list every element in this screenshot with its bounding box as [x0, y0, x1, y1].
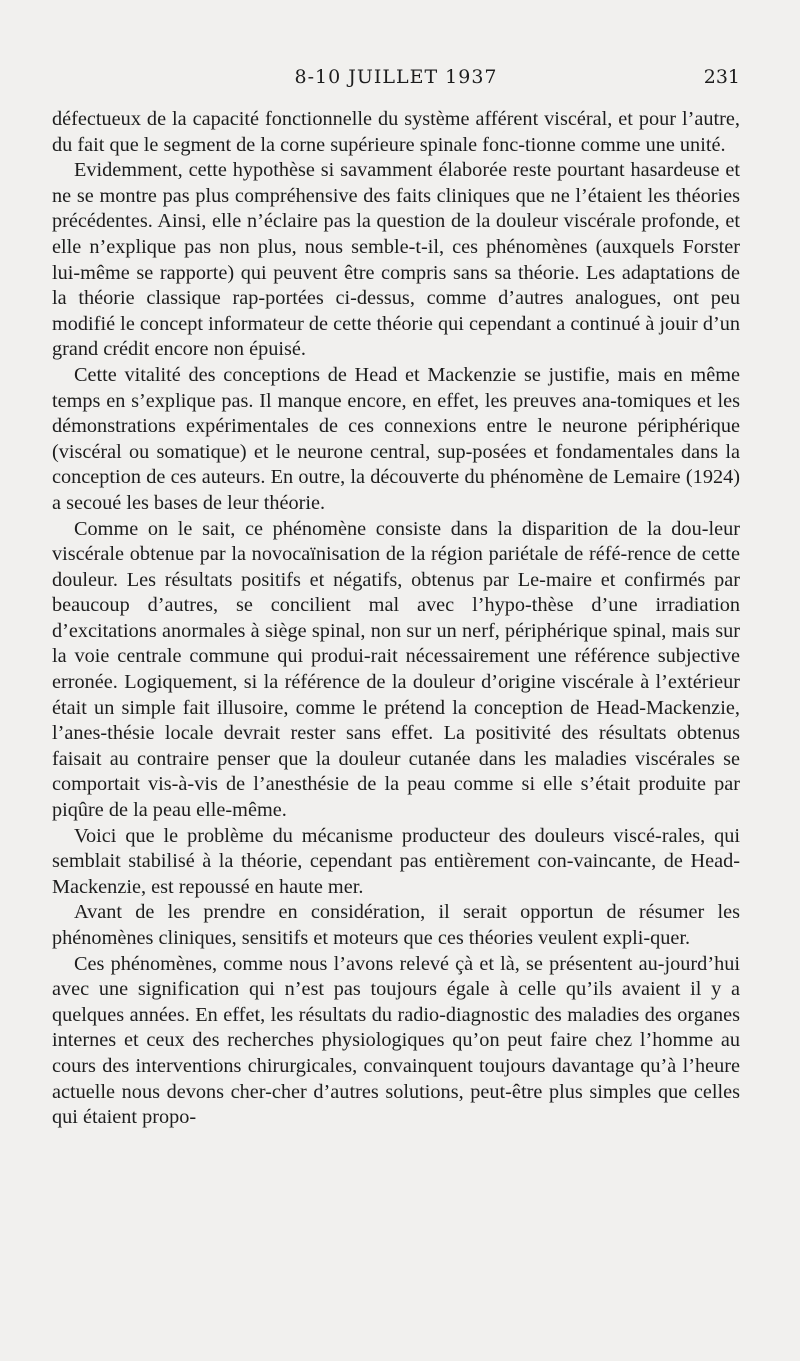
paragraph-2: Evidemment, cette hypothèse si savamment élaborée reste pourtant hasardeuse et ne se montre pas plus compréhensive des faits cliniques que ne l’étaient les théories précédentes. Ainsi, elle n’éclaire pas la question de la douleur viscérale profonde, et elle n’explique pas non plus, nous semble-t-il, ces phénomènes (auxquels Forster lui-même se rapporte) qui peuvent être compris sans sa théorie. Les adaptations de la théorie classique rap-portées ci-dessus, comme d’autres analogues, ont peu modifié le concept informateur de cette théorie qui cependant a continué à jouir d’un grand crédit encore non épuisé. [52, 159, 740, 361]
paragraph-5: Voici que le problème du mécanisme producteur des douleurs viscé-rales, qui semblait stabilisé à la théorie, cependant pas entièrement con-vaincante, de Head-Mackenzie, est repoussé en haute mer. [52, 824, 740, 898]
paragraph-7: Ces phénomènes, comme nous l’avons relevé çà et là, se présentent au-jourd’hui avec une signification qui n’est pas toujours égale à celle qu’ils avaient il y a quelques années. En effet, les résultats du radio-diagnostic des maladies des organes internes et ceux des recherches physiologiques qu’on peut faire chez l’homme au cours des interventions chirurgicales, convainquent toujours davantage qu’à l’heure actuelle nous devons cher-cher d’autres solutions, peut-être plus simples que celles qui étaient propo- [52, 952, 740, 1129]
paragraph-4: Comme on le sait, ce phénomène consiste dans la disparition de la dou-leur viscérale obtenue par la novocaïnisation de la région pariétale de réfé-rence de cette douleur. Les résultats positifs et négatifs, obtenus par Le-maire et confirmés par beaucoup d’autres, se concilient mal avec l’hypo-thèse d’une irradiation d’excitations anormales à siège spinal, non sur un nerf, périphérique spinal, mais sur la voie centrale commune qui produi-rait nécessairement une référence subjective erronée. Logiquement, si la référence de la douleur d’origine viscérale à l’extérieur était un simple fait illusoire, comme le prétend la conception de Head-Mackenzie, l’anes-thésie locale devrait rester sans effet. La positivité des résultats obtenus faisait au contraire penser que la douleur cutanée dans les maladies viscérales se comportait vis-à-vis de l’anesthésie de la peau comme si elle s’était produite par piqûre de la peau elle-même. [52, 517, 740, 822]
paragraph-6: Avant de les prendre en considération, il serait opportun de résumer les phénomènes cliniques, sensitifs et moteurs que ces théories veulent expli-quer. [52, 901, 740, 949]
body-text [52, 107, 740, 1131]
paragraph-1: défectueux de la capacité fonctionnelle du système afférent viscéral, et pour l’autre, du fait que le segment de la corne supérieure spinale fonc-tionne comme une unité. [52, 108, 740, 156]
paragraph-3: Cette vitalité des conceptions de Head et Mackenzie se justifie, mais en même temps en s’explique pas. Il manque encore, en effet, les preuves ana-tomiques et les démonstrations expérimentales de ces connexions entre le neurone périphérique (viscéral ou somatique) et le neurone central, sup-posées et fondamentales dans la conception de ces auteurs. En outre, la découverte du phénomène de Lemaire (1924) a secoué les bases de leur théorie. [52, 363, 740, 514]
running-head: 8-10 JUILLET 1937 [294, 66, 498, 88]
page-header [52, 66, 740, 92]
page-number: 231 [703, 66, 740, 88]
